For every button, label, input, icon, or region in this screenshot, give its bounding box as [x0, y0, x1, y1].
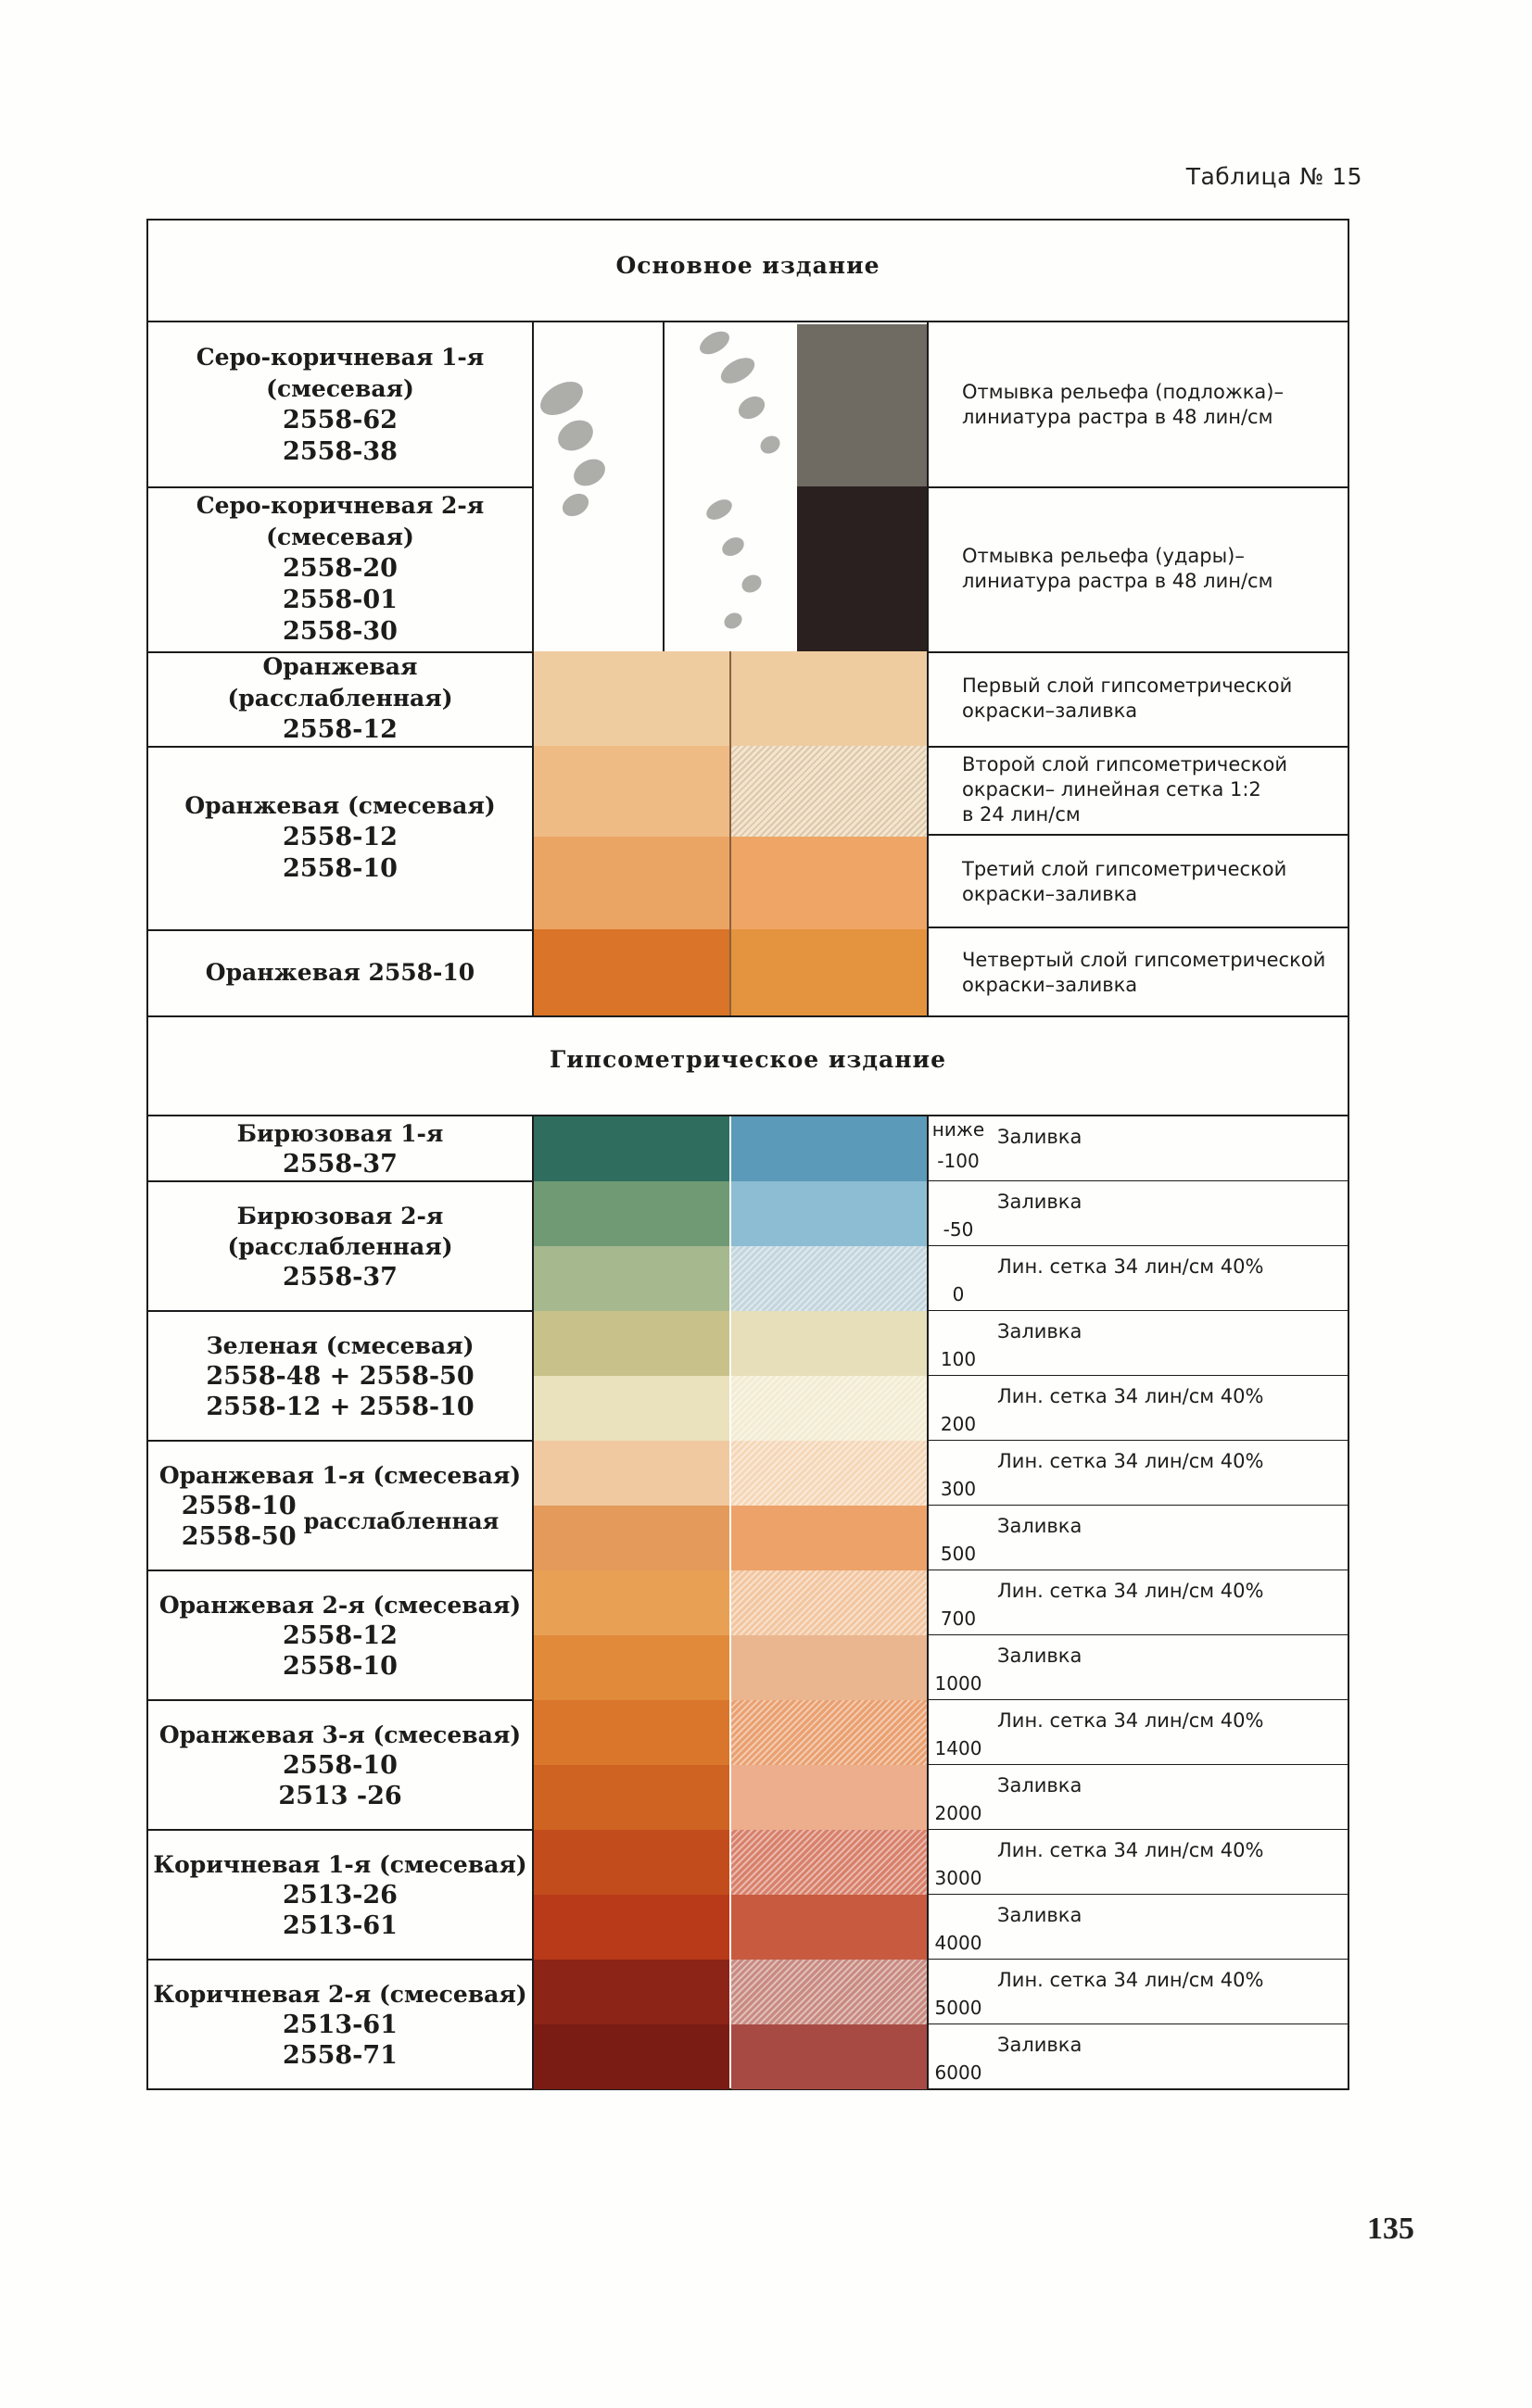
hypso-swatch-right	[731, 1376, 927, 1441]
hypso-swatch-left	[534, 1895, 729, 1960]
color-note: расслабленная	[303, 1507, 500, 1534]
color-name: Серо-коричневая 1-я	[196, 343, 485, 371]
relief-swatch-gray	[797, 324, 927, 486]
color-name: Бирюзовая 1-я	[236, 1120, 444, 1147]
fill-type: Заливка	[997, 1774, 1083, 1797]
layer-description	[962, 834, 1348, 929]
color-code: 2558-50	[181, 1521, 297, 1551]
fill-type: Лин. сетка 34 лин/см 40%	[997, 1580, 1264, 1602]
fill-type: Лин. сетка 34 лин/см 40%	[997, 1709, 1264, 1732]
relief-swatch-dark	[797, 486, 927, 651]
color-code: 2558-71	[283, 2040, 398, 2070]
fill-type: Заливка	[997, 1126, 1083, 1148]
hypso-swatch-right	[731, 1181, 927, 1246]
color-name: Зеленая (смесевая)	[206, 1331, 475, 1359]
fill-type: Лин. сетка 34 лин/см 40%	[997, 1839, 1264, 1861]
hypso-swatch-left	[534, 1246, 729, 1311]
hypso-swatch-right	[731, 1311, 927, 1376]
color-swatch	[534, 746, 730, 837]
fill-type: Заливка	[997, 1645, 1083, 1667]
color-code: 2558-12	[283, 823, 398, 851]
color-swatch	[731, 651, 927, 746]
color-swatch	[731, 746, 927, 837]
table-number-label: Таблица № 15	[1185, 163, 1362, 190]
color-code: 2558-37	[283, 1262, 398, 1292]
description-line: окраски–заливка	[962, 700, 1138, 722]
hypso-swatch-left	[534, 1765, 729, 1830]
hypso-swatch-left	[534, 1570, 729, 1635]
color-code: 2558-01	[283, 586, 398, 614]
section-title-main: Основное издание	[615, 252, 880, 279]
layer-description	[962, 322, 1348, 486]
color-code: 2558-10	[283, 1750, 398, 1780]
color-name-cell	[148, 746, 532, 929]
fill-type: Заливка	[997, 1191, 1083, 1213]
color-name: Коричневая 2-я (смесевая)	[153, 1980, 527, 2008]
hypso-color-cell	[148, 1116, 532, 1181]
color-name-cell	[148, 486, 532, 651]
hypso-swatch-left	[534, 1635, 729, 1700]
hypso-swatch-right	[731, 1635, 927, 1700]
color-name-cell	[148, 929, 532, 1015]
color-code: 2558-20	[283, 554, 398, 583]
hypso-swatch-right	[731, 1506, 927, 1570]
description-line: окраски–заливка	[962, 882, 1138, 905]
description-line: Второй слой гипсометрической	[962, 753, 1287, 775]
description-line: Отмывка рельефа (подложка)–	[962, 380, 1284, 403]
color-code: 2558-38	[283, 436, 398, 466]
description-line: линиатура растра в 48 лин/см	[962, 570, 1273, 592]
color-swatch	[731, 837, 927, 929]
description-line: Первый слой гипсометрической	[962, 674, 1293, 697]
height-value: 6000	[934, 2061, 982, 2084]
color-swatch	[534, 651, 730, 746]
layer-description	[962, 929, 1348, 1015]
hypso-color-cell	[148, 1311, 532, 1441]
hypso-swatch-right	[731, 2024, 927, 2089]
height-value: 500	[940, 1543, 977, 1565]
height-value: 3000	[934, 1867, 982, 1889]
height-value: 300	[940, 1478, 977, 1500]
hypso-swatch-right	[731, 1960, 927, 2024]
color-name: (смесевая)	[266, 523, 414, 550]
description-line: Четвертый слой гипсометрической	[962, 948, 1326, 971]
height-value: 1000	[934, 1672, 982, 1695]
description-line: Третий слой гипсометрической	[962, 857, 1287, 880]
color-code: 2558-62	[283, 405, 398, 435]
height-value: 4000	[934, 1932, 982, 1954]
fill-type: Заливка	[997, 1904, 1083, 1926]
hypso-swatch-right	[731, 1570, 927, 1635]
color-code: 2558-12 + 2558-10	[206, 1392, 475, 1421]
color-code: 2558-10	[283, 1651, 398, 1681]
color-name: Оранжевая 1-я (смесевая)	[158, 1461, 522, 1489]
fill-type: Заливка	[997, 1515, 1083, 1537]
hypso-swatch-right	[731, 1116, 927, 1181]
relief-texture-samples	[534, 324, 793, 653]
hypso-swatch-right	[731, 1895, 927, 1960]
section-title-hypsometric: Гипсометрическое издание	[549, 1046, 946, 1073]
fill-type: Лин. сетка 34 лин/см 40%	[997, 1969, 1264, 1991]
height-value: 5000	[934, 1997, 982, 2019]
layer-description	[962, 746, 1348, 834]
height-value: 2000	[934, 1802, 982, 1824]
description-line: окраски– линейная сетка 1:2	[962, 778, 1261, 801]
hypso-swatch-left	[534, 1376, 729, 1441]
hypso-swatch-right	[731, 1246, 927, 1311]
color-code: 2513 -26	[278, 1781, 402, 1810]
description-line: окраски–заливка	[962, 973, 1138, 996]
hypso-swatch-left	[534, 1311, 729, 1376]
color-name: Оранжевая (смесевая)	[184, 792, 496, 819]
fill-type: Заливка	[997, 2034, 1083, 2056]
color-code: 2513-26	[283, 1880, 398, 1910]
color-swatch	[731, 929, 927, 1015]
hypso-swatch-right	[731, 1830, 927, 1895]
color-code: 2513-61	[283, 1910, 398, 1940]
color-code: 2558-48 + 2558-50	[206, 1361, 475, 1391]
hypso-color-cell	[148, 1181, 532, 1311]
hypso-color-cell	[148, 1960, 532, 2089]
height-value: ниже	[931, 1118, 985, 1141]
page-number: 135	[1367, 2212, 1414, 2246]
color-code: 2558-30	[283, 617, 398, 646]
fill-type: Лин. сетка 34 лин/см 40%	[997, 1255, 1264, 1278]
color-name: Оранжевая 3-я (смесевая)	[158, 1721, 522, 1748]
hypso-color-cell	[148, 1830, 532, 1960]
height-value: 700	[940, 1607, 977, 1630]
height-value: 100	[940, 1348, 977, 1370]
hypso-swatch-left	[534, 1960, 729, 2024]
color-swatch	[534, 837, 730, 929]
hypso-swatch-left	[534, 1181, 729, 1246]
height-value: 0	[952, 1283, 965, 1305]
hypso-swatch-right	[731, 1441, 927, 1506]
color-name: Оранжевая 2-я (смесевая)	[158, 1591, 522, 1619]
height-value: -50	[943, 1218, 974, 1241]
height-value: 200	[940, 1413, 977, 1435]
fill-type: Лин. сетка 34 лин/см 40%	[997, 1450, 1264, 1472]
height-value: 1400	[934, 1737, 982, 1759]
color-name: Серо-коричневая 2-я	[196, 492, 485, 519]
color-name: Бирюзовая 2-я	[236, 1202, 444, 1229]
hypso-swatch-left	[534, 2024, 729, 2089]
hypso-color-cell	[148, 1570, 532, 1700]
hypso-swatch-right	[731, 1765, 927, 1830]
color-name: Оранжевая (расслабленная)	[227, 653, 453, 712]
color-name: Коричневая 1-я (смесевая)	[153, 1850, 527, 1878]
height-value: -100	[937, 1150, 980, 1172]
description-line: в 24 лин/см	[962, 803, 1081, 826]
color-code: 2513-61	[283, 2010, 398, 2039]
color-name-cell	[148, 651, 532, 746]
hypso-swatch-left	[534, 1830, 729, 1895]
layer-description	[962, 651, 1348, 746]
color-name: (расслабленная)	[227, 1232, 453, 1260]
description-line: линиатура растра в 48 лин/см	[962, 405, 1273, 428]
fill-type: Заливка	[997, 1320, 1083, 1343]
color-swatch	[534, 929, 730, 1015]
layer-description	[962, 486, 1348, 651]
color-code: 2558-37	[283, 1150, 398, 1179]
description-line: Отмывка рельефа (удары)–	[962, 545, 1245, 567]
hypso-swatch-left	[534, 1506, 729, 1570]
fill-type: Лин. сетка 34 лин/см 40%	[997, 1385, 1264, 1407]
hypso-swatch-left	[534, 1116, 729, 1181]
hypso-swatch-left	[534, 1700, 729, 1765]
color-code: 2558-12	[283, 715, 398, 744]
color-code: 2558-10	[181, 1491, 297, 1520]
hypso-swatch-left	[534, 1441, 729, 1506]
color-name: Оранжевая 2558-10	[205, 958, 475, 986]
color-name: (смесевая)	[266, 374, 414, 402]
hypso-swatch-right	[731, 1700, 927, 1765]
color-code: 2558-12	[283, 1620, 398, 1650]
color-name-cell	[148, 322, 532, 486]
hypso-color-cell	[148, 1441, 532, 1570]
hypso-color-cell	[148, 1700, 532, 1830]
color-code: 2558-10	[283, 854, 398, 883]
